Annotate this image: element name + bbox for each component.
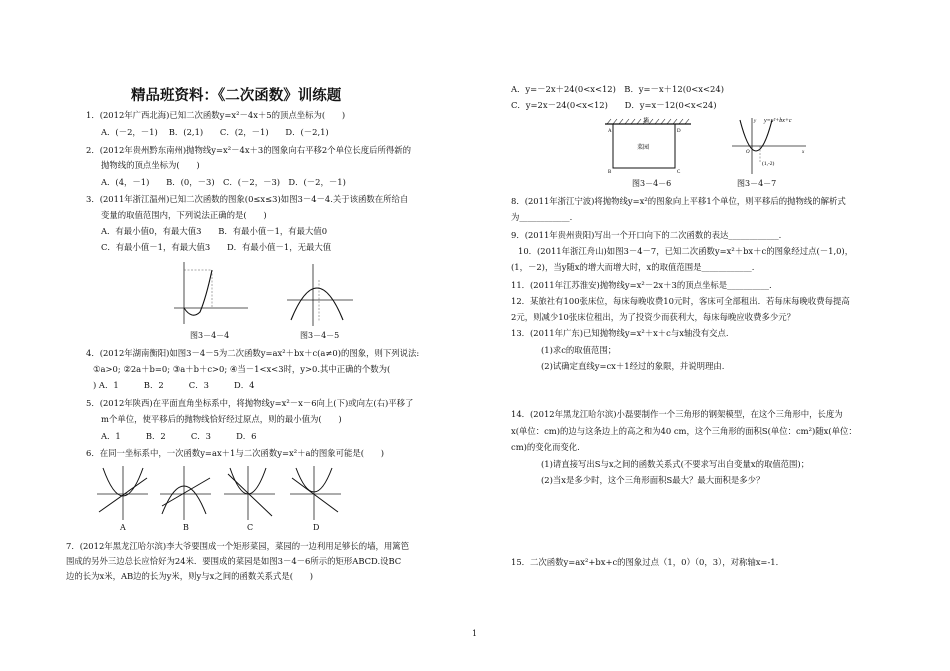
q6-graph-c <box>222 464 277 522</box>
q8-stem-cont: 为____________. <box>511 212 573 222</box>
q2-options: A．(4，－1) B．(0，－3) C．(－2，－3) D．(－2，－1) <box>101 177 346 187</box>
q10-stem-cont: (1，－2)，当y随x的增大而增大时，x的取值范围是____________. <box>511 262 755 272</box>
q3-options-ab: A．有最小值0，有最大值3 B．有最小值－1，有最大值0 <box>101 226 328 236</box>
q13-part2: (2)试确定直线y=cx＋1经过的象限，并说明理由. <box>541 361 725 371</box>
q1-options: A．(－2，－1) B．(2,1) C．(2，－1) D．(－2,1) <box>101 127 329 137</box>
caption-3-4-4: 图3－4－4 <box>190 331 230 340</box>
caption-3-4-6: 图3－4－6 <box>632 179 672 188</box>
q6-graph-b <box>158 464 213 522</box>
q3-stem: 3．(2011年浙江温州)已知二次函数的图象(0≤x≤3)如图3－4－4.关于该函数在所给自 <box>86 194 409 204</box>
q3-options-cd: C．有最小值－1，有最大值3 D．有最小值－1，无最大值 <box>101 242 332 252</box>
q6-label-d: D <box>313 523 320 532</box>
q7-stem: 7．(2012年黑龙江哈尔滨)李大爷要围成一个矩形菜园，菜园的一边利用足够长的墙，用篱笆 <box>66 541 410 551</box>
q10-stem: 10．(2011年浙江舟山)如图3－4－7，已知二次函数y=x²＋bx＋c的图象经过点(－1,0)， <box>518 246 854 256</box>
q3-stem-cont: 变量的取值范围内，下列说法正确的是( ) <box>101 210 267 220</box>
q14-stem-cont1: x(单位：cm)的边与这条边上的高之和为40 cm，这个三角形的面积S(单位：cm²)随x(单位： <box>511 426 857 436</box>
figure-3-4-5 <box>285 262 355 328</box>
q12-stem-cont: 2元，则减少10张床位租出，为了投资少而获利大，每床每晚应收费多少元？ <box>511 312 795 322</box>
q7-options-cd: C．y=2x－24(0<x<12) D．y=x－12(0<x<24) <box>511 100 717 110</box>
fig347-curve-label: y=x²+bx+c <box>764 118 792 124</box>
q14-part2: (2)当x是多少时，这个三角形面积S最大？最大面积是多少？ <box>541 475 765 485</box>
fig347-origin-label: O <box>746 150 750 155</box>
fig346-wall-label: 墙 <box>643 118 650 125</box>
q14-stem-cont2: cm)的变化而变化. <box>511 442 580 452</box>
q6-graph-d <box>288 464 343 522</box>
q13-part1: (1)求c的取值范围； <box>541 345 617 355</box>
q5-options: A．1 B．2 C．3 D．6 <box>101 431 257 441</box>
fig346-a-label: A <box>608 129 612 134</box>
fig346-garden-label: 菜园 <box>637 145 650 151</box>
fig347-y-label: y <box>754 119 757 124</box>
q7-options-ab: A．y=－2x＋24(0<x<12) B．y=－x＋12(0<x<24) <box>511 84 724 94</box>
q1-stem: 1．(2012年广西北海)已知二次函数y=x²－4x＋5的顶点坐标为( ) <box>86 110 346 120</box>
page-number: 1 <box>472 629 478 638</box>
page-title: 精品班资料：《二次函数》训练题 <box>131 88 342 104</box>
q4-stem: 4．(2012年湖南衡阳)如图3－4－5为二次函数y=ax²＋bx＋c(a≠0)的图象，则下列说法: <box>86 348 420 358</box>
caption-3-4-7: 图3－4－7 <box>737 179 777 188</box>
figure-3-4-7 <box>730 116 810 176</box>
fig346-d-label: D <box>677 129 681 134</box>
q5-stem-cont: m个单位，使平移后的抛物线恰好经过原点，则的最小值为( ) <box>101 414 342 424</box>
q6-graph-a <box>95 464 150 522</box>
q2-stem-cont: 抛物线的顶点坐标为( ) <box>101 160 200 170</box>
q8-stem: 8．(2011年浙江宁波)将抛物线y=x²的图象向上平移1个单位，则平移后的抛物线的解析式 <box>511 196 846 206</box>
q11-stem: 11．(2011年江苏淮安)抛物线y=x²－2x＋3的顶点坐标是__________. <box>511 280 772 290</box>
q12-stem: 12．某旅社有100张床位，每床每晚收费10元时，客床可全部租出．若每床每晚收费每提高 <box>511 296 850 306</box>
figure-3-4-6 <box>603 118 693 174</box>
caption-3-4-5: 图3－4－5 <box>300 331 340 340</box>
q5-stem: 5．(2012年陕西)在平面直角坐标系中，将抛物线y=x²－x－6向上(下)或向左(右)平移了 <box>86 398 414 408</box>
q7-stem-cont1: 围成的另外三边总长应恰好为24米．要围成的菜园是如图3－4－6所示的矩形ABCD.设BC <box>66 556 402 566</box>
q2-stem: 2．(2012年贵州黔东南州)抛物线y=x²－4x＋3的图象向右平移2个单位长度后所得新的 <box>86 145 411 155</box>
q14-stem: 14．(2012年黑龙江哈尔滨)小磊要制作一个三角形的钢架模型，在这个三角形中，长度为 <box>511 409 843 419</box>
q13-stem: 13．(2011年广东)已知抛物线y=x²＋x＋c与x轴没有交点. <box>511 328 729 338</box>
figure-3-4-4 <box>170 258 250 328</box>
q6-label-a: A <box>120 523 126 532</box>
fig347-point-label: (1,-2) <box>762 161 775 167</box>
fig347-x-label: x <box>802 150 805 155</box>
q4-options: ) A．1 B．2 C．3 D．4 <box>93 380 255 390</box>
q7-stem-cont2: 边的长为x米，AB边的长为y米，则y与x之间的函数关系式是( ) <box>66 571 314 581</box>
fig346-b-label: B <box>608 170 612 175</box>
q6-label-b: B <box>183 523 189 532</box>
q6-label-c: C <box>247 523 254 532</box>
q14-part1: (1)请直接写出S与x之间的函数关系式(不要求写出自变量x的取值范围)； <box>541 459 810 469</box>
q15-stem: 15．二次函数y=ax²+bx+c的图象过点（1，0）（0，3），对称轴x=-1． <box>511 557 784 567</box>
q6-stem: 6．在同一坐标系中，一次函数y=ax＋1与二次函数y=x²＋a的图象可能是( ) <box>86 448 384 458</box>
fig346-c-label: C <box>677 170 681 175</box>
q9-stem: 9．(2011年贵州贵阳)写出一个开口向下的二次函数的表达____________. <box>511 230 782 240</box>
q4-statements: ①a>0; ②2a＋b=0; ③a＋b＋c>0; ④当－1<x<3时，y>0.其中正确的个数为( <box>93 364 391 374</box>
